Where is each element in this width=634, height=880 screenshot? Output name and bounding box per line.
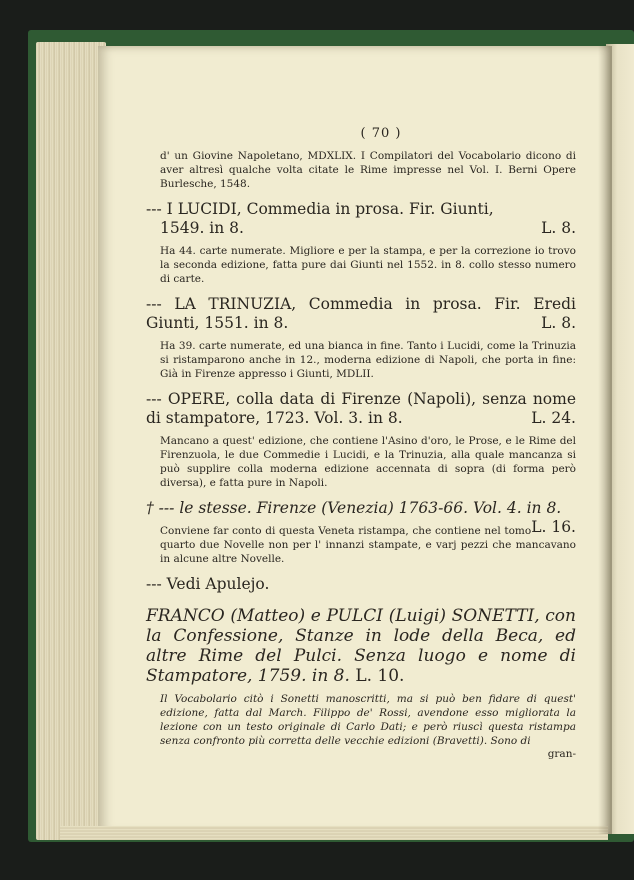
entry-title-cont: 1549. in 8.	[160, 219, 244, 237]
catchword: gran-	[547, 748, 576, 760]
entry-opere	[146, 390, 576, 428]
entry-title: --- Vedi Apulejo.	[146, 575, 270, 593]
entry-title: FRANCO (Matteo) e PULCI (Luigi) SONETTI, con la Confessione, Stanze in lode della Beca, ed altre Rime del Pulci. Senza luogo e nome di Stampatore, 1759. in 8.	[146, 606, 576, 686]
entry-note: Mancano a quest' edizione, che contiene l'Asino d'oro, le Prose, e le Rime del Firenzuola, le due Commedie i Lucidi, e la Trinuzia, alla quale mancanza si può supplire colla moderna edizione accennata di sopra (di forma però diversa), e fatta pure in Napoli.	[160, 435, 576, 489]
entry-stesse	[146, 499, 576, 536]
entry-price: L. 16.	[531, 518, 576, 536]
entry-price: L. 8.	[541, 219, 576, 237]
page-number: ( 70 )	[360, 126, 402, 141]
entry-trinuzia	[146, 295, 576, 333]
entry-title: --- I LUCIDI, Commedia in prosa. Fir. Giunti,	[146, 200, 494, 218]
page-edges-bottom	[60, 826, 608, 840]
entry-note: Conviene far conto di questa Veneta ristampa, che contiene nel tomo quarto due Novelle non per l' innanzi stampate, e varj pezzi che mancavano in alcune altre Novelle.	[160, 525, 576, 565]
entry-franco-pulci	[146, 606, 576, 686]
entry-title: --- LA TRINUZIA, Commedia in prosa. Fir. Eredi Giunti, 1551. in 8.	[146, 295, 576, 332]
entry-note: Il Vocabolario citò i Sonetti manoscritti, ma si può ben fidare di quest' edizione, fatta dal March. Filippo de' Rossi, avendone esso migliorata la lezione con un testo originale di Carlo Dati; e però riuscì questa ristampa senza confronto più corretta delle vecchie edizioni (Bravetti). Sono di	[160, 693, 576, 747]
page-text	[146, 126, 576, 760]
entry-price: L. 10.	[355, 666, 405, 686]
entry-price: L. 24.	[531, 409, 576, 427]
entry-title: † --- le stesse. Firenze (Venezia) 1763-66. Vol. 4. in 8.	[146, 499, 562, 517]
page-gutter	[598, 46, 612, 834]
entry-note: Ha 44. carte numerate. Migliore e per la stampa, e per la correzione io trovo la seconda edizione, fatta pure dai Giunti nel 1552. in 8. collo stesso numero di carte.	[160, 245, 576, 285]
entry-lucidi	[146, 200, 576, 238]
entry-price: L. 8.	[541, 314, 576, 332]
entry-note: Ha 39. carte numerate, ed una bianca in fine. Tanto i Lucidi, come la Trinuzia si ristamparono anche in 12., moderna edizione di Napoli, che porta in fine: Già in Firenze appresso i Giunti, MDLII.	[160, 340, 576, 380]
entry-vedi	[146, 575, 576, 594]
intro-text: d' un Giovine Napoletano, MDXLIX. I Compilatori del Vocabolario dicono di aver altresì qualche volta citate le Rime impresse nel Vol. I. Berni Opere Burlesche, 1548.	[160, 150, 576, 190]
page-edges-left	[36, 42, 106, 840]
entry-title: --- OPERE, colla data di Firenze (Napoli), senza nome di stampatore, 1723. Vol. 3. in 8.	[146, 390, 576, 427]
